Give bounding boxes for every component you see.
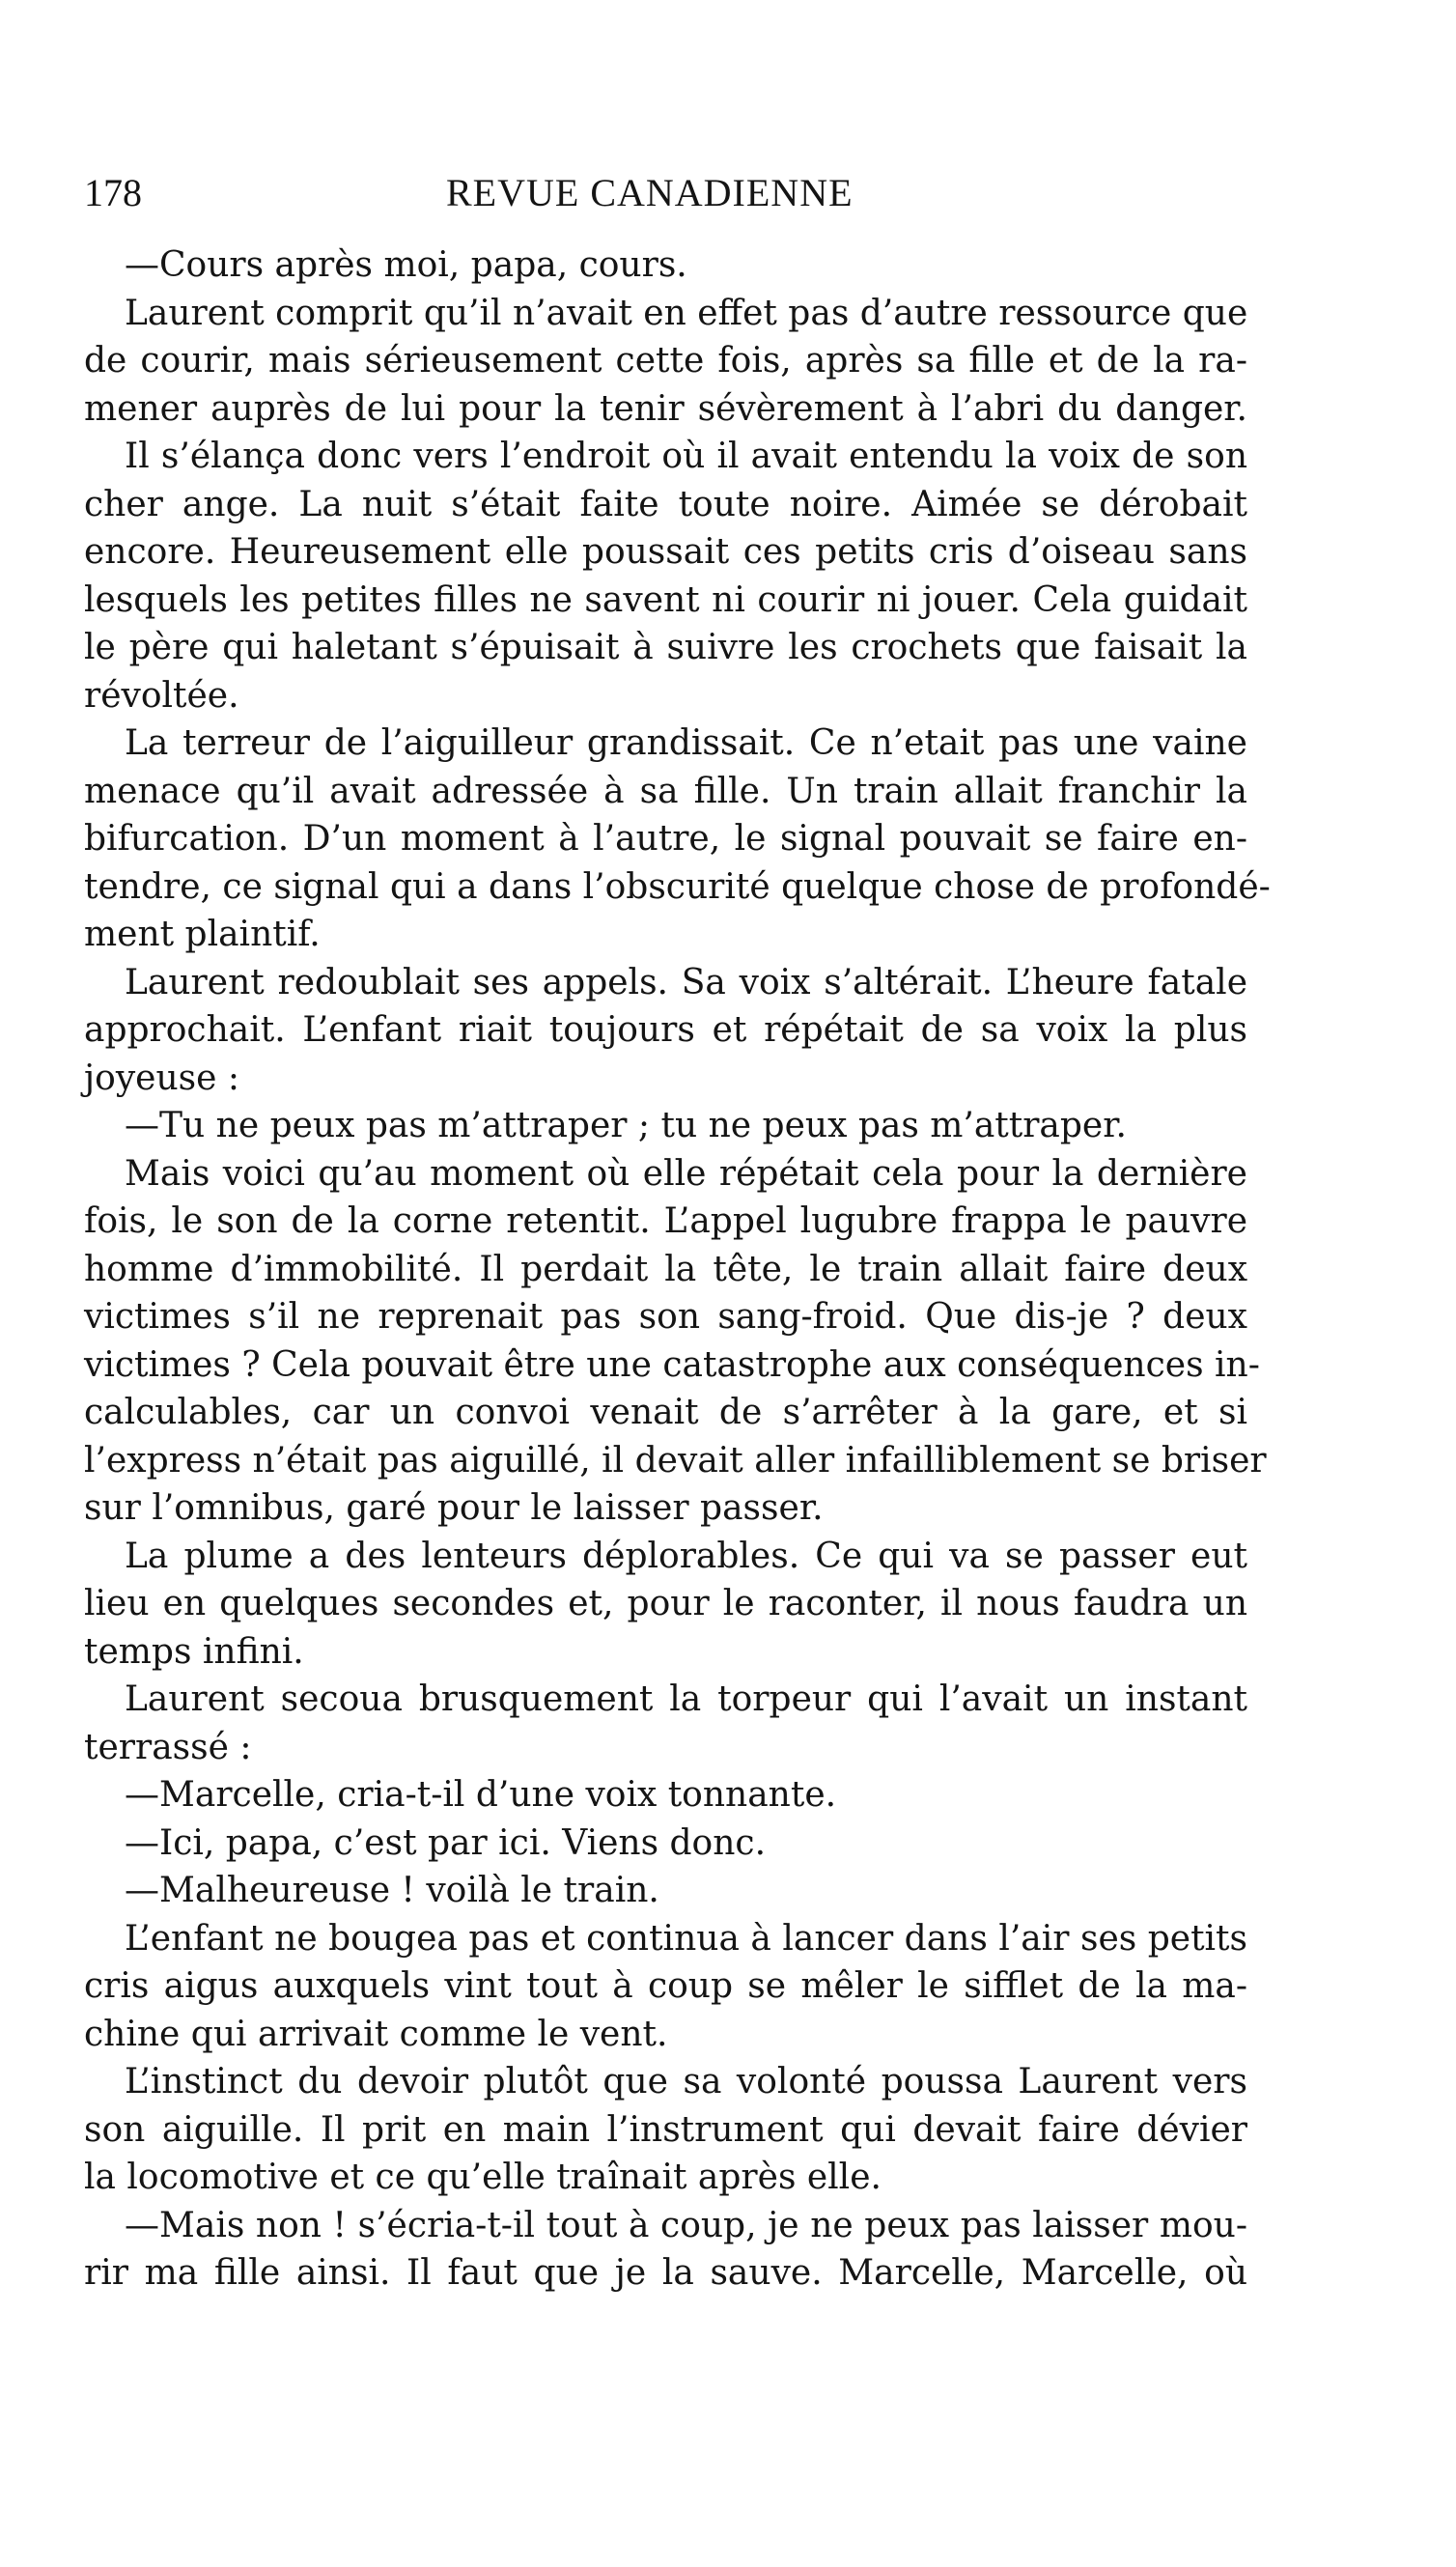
text-line: —Malheureuse ! voilà le train. — [125, 1871, 659, 1910]
text-line: rir ma fille ainsi. Il faut que je la sauve. Marcelle, Marcelle, où — [84, 2253, 1247, 2293]
text-line: joyeuse : — [84, 1058, 240, 1098]
page-header — [84, 164, 1247, 222]
text-line: victimes ? Cela pouvait être une catastrophe aux conséquences in- — [84, 1344, 1260, 1385]
text-line: ment plaintif. — [84, 915, 321, 954]
page-number: 178 — [84, 171, 142, 214]
text-line: le père qui haletant s’épuisait à suivre les crochets que faisait la — [84, 628, 1247, 667]
text-line: Laurent secoua brusquement la torpeur qui l’avait un instant — [125, 1679, 1247, 1719]
text-line: tendre, ce signal qui a dans l’obscurité quelque chose de profondé- — [84, 866, 1271, 907]
text-line: L’enfant ne bougea pas et continua à lancer dans l’air ses petits — [125, 1918, 1247, 1959]
text-line: —Cours après moi, papa, cours. — [125, 245, 687, 285]
text-line: Laurent comprit qu’il n’avait en effet pas d’autre ressource que — [125, 293, 1248, 333]
text-line: Il s’élança donc vers l’endroit où il avait entendu la voix de son — [125, 437, 1247, 476]
body-text — [84, 241, 1271, 2298]
text-line: victimes s’il ne reprenait pas son sang-froid. Que dis-je ? deux — [84, 1297, 1247, 1337]
text-line: —Tu ne peux pas m’attraper ; tu ne peux pas m’attraper. — [125, 1106, 1127, 1145]
text-line: fois, le son de la corne retentit. L’appel lugubre frappa le pauvre — [84, 1201, 1247, 1241]
text-line: L’instinct du devoir plutôt que sa volonté poussa Laurent vers — [125, 2062, 1247, 2102]
text-line: La plume a des lenteurs déplorables. Ce qui va se passer eut — [125, 1536, 1247, 1576]
text-line: lieu en quelques secondes et, pour le raconter, il nous faudra un — [84, 1584, 1247, 1623]
text-line: la locomotive et ce qu’elle traînait après elle. — [84, 2158, 882, 2197]
text-line: révoltée. — [84, 675, 239, 716]
text-line: cris aigus auxquels vint tout à coup se mêler le sifflet de la ma- — [84, 1966, 1247, 2006]
text-line: approchait. L’enfant riait toujours et répétait de sa voix la plus — [84, 1010, 1247, 1050]
text-line: terrassé : — [84, 1727, 252, 1767]
text-line: mener auprès de lui pour la tenir sévèrement à l’abri du danger. — [84, 388, 1247, 429]
text-line: encore. Heureusement elle poussait ces petits cris d’oiseau sans — [84, 532, 1247, 572]
text-line: Laurent redoublait ses appels. Sa voix s’altérait. L’heure fatale — [125, 962, 1247, 1002]
text-line: —Ici, papa, c’est par ici. Viens donc. — [125, 1822, 767, 1863]
text-line: calculables, car un convoi venait de s’arrêter à la gare, et si — [84, 1393, 1247, 1432]
text-line: —Mais non ! s’écria-t-il tout à coup, je ne peux pas laisser mou- — [125, 2205, 1247, 2245]
text-line: menace qu’il avait adressée à sa fille. Un train allait franchir la — [84, 771, 1247, 811]
text-line: sur l’omnibus, garé pour le laisser passer. — [84, 1488, 824, 1528]
text-line: Mais voici qu’au moment où elle répétait cela pour la dernière — [125, 1153, 1247, 1194]
text-line: son aiguille. Il prit en main l’instrument qui devait faire dévier — [84, 2109, 1247, 2150]
text-line: de courir, mais sérieusement cette fois, après sa fille et de la ra- — [84, 341, 1247, 381]
text-line: bifurcation. D’un moment à l’autre, le signal pouvait se faire en- — [84, 819, 1247, 859]
text-line: cher ange. La nuit s’était faite toute noire. Aimée se dérobait — [84, 484, 1247, 524]
text-line: lesquels les petites filles ne savent ni courir ni jouer. Cela guidait — [84, 579, 1247, 620]
text-line: La terreur de l’aiguilleur grandissait. Ce n’etait pas une vaine — [125, 723, 1247, 763]
text-line: temps infini. — [84, 1631, 304, 1672]
text-line: —Marcelle, cria-t-il d’une voix tonnante. — [125, 1775, 837, 1815]
text-line: homme d’immobilité. Il perdait la tête, le train allait faire deux — [84, 1249, 1247, 1289]
text-line: chine qui arrivait comme le vent. — [84, 2014, 668, 2054]
text-line: l’express n’était pas aiguillé, il devait aller infailliblement se briser — [84, 1440, 1267, 1481]
running-head: REVUE CANADIENNE — [446, 171, 854, 214]
